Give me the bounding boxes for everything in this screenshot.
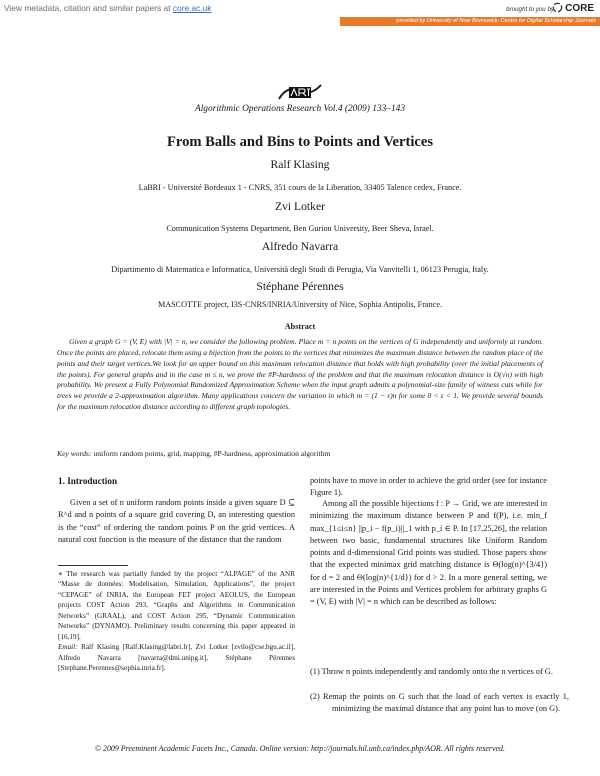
footnote-text: ∗ The research was partially funded by the project “ALPAGE” of the ANR “Masse de données: Modelisation, Simulation, Applications”, the project “CEPAGE” of INRIA, the European FET project AEOLUS, the European projects COST Action 293, “Graphs and Algorithms in Communication Networks” (GRAAL), and COST Action 295, “Dynamic Communication Networks” (DYNAMO). Preliminary results concerning this paper appeared in [16,19]. <box>58 570 295 641</box>
author-name-2: Zvi Lotker <box>275 200 325 213</box>
intro-paragraph-2: Among all the possible bijections f : P → Grid, we are interested in minimizing the maximum distance between P and f(P), i.e. min_f max_{1≤i≤n} ||p_i − f(p_i)||_1 with p_i ∈ P. In [17,25,26], the relation between two basic, fundamental structures like Uniform Random points and d-dimensional Grid points was studied. Those papers show that the expected minimax grid matching distance is Θ(log(n)^{3/4}) for d = 2 and Θ(log(n)^{1/d}) for d > 2. In a more general setting, we are interested in the Points and Vertices problem for arbitrary graphs G = (V, E) with |V| = n which can be described as follows: <box>310 499 547 606</box>
view-metadata-label: View metadata, citation and similar papers at <box>4 3 171 13</box>
core-logo-icon <box>552 2 563 13</box>
author-affiliation-4: MASCOTTE project, I3S-CNRS/INRIA/University of Nice, Sophia Antipolis, France. <box>157 300 443 309</box>
brought-to-you-text: brought to you by <box>506 6 554 13</box>
intro-paragraph-1: Given a set of n uniform random points inside a given square D ⊆ R^d and n points of a square grid covering D, an interesting question is the “cost” of ordering the random points P on the grid vertices. A natural cost function is the measure of the distance that the random <box>58 498 295 544</box>
abstract-heading: Abstract <box>284 322 316 331</box>
footnote-divider <box>58 565 128 566</box>
view-metadata-text <box>4 3 211 13</box>
provided-by-banner[interactable]: provided by University of New Brunswick: Centre for Digital Scholarship Journals <box>340 17 600 26</box>
problem-step-2: (2) Remap the points on G such that the load of each vertex is exactly 1, minimizing the maximal distance that any point has to move (on G). <box>310 692 569 714</box>
journal-logo-icon <box>277 81 323 103</box>
problem-step-1: (1) Throw n points independently and randomly onto the n vertices of G. <box>310 667 553 676</box>
keywords-label: Key words: <box>57 449 92 458</box>
keywords-text: uniform random points, grid, mapping, #P-hardness, approximation algorithm <box>93 449 331 458</box>
paper-title: From Balls and Bins to Points and Vertices <box>166 134 434 150</box>
email-list: Ralf Klasing [Ralf.Klasing@labri.fr], Zvi Lotker [zvilo@cse.bgu.ac.il], Alfredo Navarra [navarra@dmi.unipg.it], Stéphane Pérennes [Stephane.Perennes@sophia.inria.fr]. <box>58 643 295 673</box>
copyright-footer: © 2009 Preeminent Academic Facets Inc., Canada. Online version: http://journals.hil.unb.ca/index.php/AOR. All rights reserved. <box>95 744 505 753</box>
abstract-text: Given a graph G = (V, E) with |V| = n, we consider the following problem. Place m = n points on the vertices of G independently and uniformly at random. Once the points are placed, relocate them using a bijection from the points to the vertices that minimizes the maximum distance between the random place of the points and their target vertices.We look for an upper bound on this maximum relocation distance that holds with high probability (over the initial placements of the points). For general graphs and in the case m ≤ n, we prove the #P-hardness of the problem and that the maximum relocation distance is O(√n) with high probability. We present a Fully Polynomial Randomized Approximation Scheme when the input graph admits a polynomial-size family of witness cuts while for trees we provide a 2-approximation algorithm. Many applications concern the variation in which m = (1 − ε)n for some 0 < ε < 1. We provide several bounds for the maximum relocation distance according to different graph topologies. <box>57 337 543 412</box>
author-affiliation-1: LaBRI - Université Bordeaux 1 - CNRS, 351 cours de la Liberation, 33405 Talence cedex, France. <box>138 183 462 192</box>
intro-paragraph-continued: points have to move in order to achieve the grid order (see for instance Figure 1). <box>310 476 547 498</box>
author-affiliation-3: Dipartimento di Matematica e Informatica, Università degli Studi di Perugia, Via Vanvitelli 1, 06123 Perugia, Italy. <box>111 265 489 274</box>
author-name-1: Ralf Klasing <box>270 158 330 171</box>
email-label: Email: <box>58 643 78 652</box>
email-block <box>58 642 295 673</box>
author-name-3: Alfredo Navarra <box>261 240 339 253</box>
author-affiliation-2: Communication Systems Department, Ben Gurion University, Beer Sheva, Israel. <box>166 224 434 233</box>
core-label: CORE <box>565 3 594 14</box>
journal-reference: Algorithmic Operations Research Vol.4 (2009) 133–143 <box>194 104 406 114</box>
core-link[interactable]: core.ac.uk <box>172 3 212 13</box>
section-heading-introduction: 1. Introduction <box>58 476 118 486</box>
keywords-line <box>57 449 543 458</box>
funding-footnote <box>58 569 295 674</box>
core-logo[interactable] <box>552 2 594 14</box>
author-name-4: Stéphane Pérennes <box>256 280 344 293</box>
